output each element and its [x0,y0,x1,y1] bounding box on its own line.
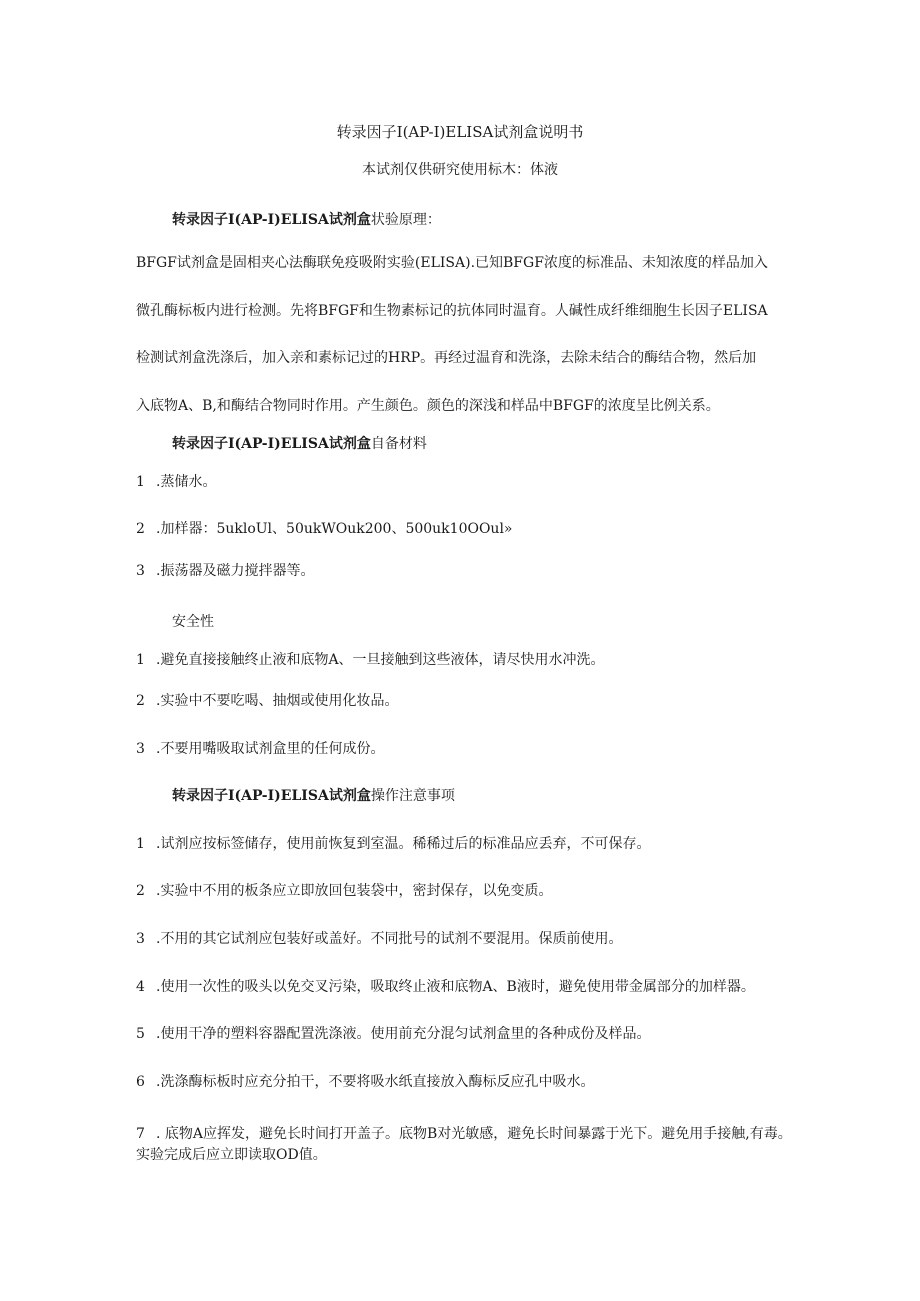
item-number: 3 [136,931,145,947]
principle-heading-prefix: 转录因子I(AP-I)ELISA试剂盒 [172,212,371,228]
principle-line: BFGF试剂盒是固相夹心法酶联免疫吸附实验(ELISA).已知BFGF浓度的标准品、未知浓度的样品加入 [136,255,768,271]
materials-heading-suffix: 自备材料 [370,436,427,452]
notes-item [136,1023,650,1043]
item-number: 2 [136,883,145,899]
notes-item [136,880,552,900]
item-number: 4 [136,979,145,995]
notes-heading [172,785,455,805]
item-text: .振荡器及磁力搅拌器等。 [156,563,315,579]
item-text: .加样器：5ukloUl、50ukWOuk200、500uk10OOul» [156,521,513,537]
notes-heading-suffix: 操作注意事项 [370,788,455,804]
item-number: 3 [136,741,145,757]
item-number: 3 [136,563,145,579]
safety-item [136,738,384,758]
notes-item [136,1071,594,1091]
item-text: .不用的其它试剂应包装好或盖好。不同批号的试剂不要混用。保质前使用。 [156,931,623,947]
principle-line: 检测试剂盒洗涤后，加入亲和素标记过的HRP。再经过温育和洗涤，去除未结合的酶结合物，然后加 [136,350,757,366]
materials-item [136,518,513,538]
item-text: .蒸储水。 [156,474,217,490]
item-text: .洗涤酶标板时应充分拍干，不要将吸水纸直接放入酶标反应孔中吸水。 [156,1074,595,1090]
item-text: .试剂应按标签储存，使用前恢复到室温。稀稀过后的标准品应丢弃，不可保存。 [156,836,651,852]
principle-heading-suffix: 状验原理： [370,212,441,228]
notes-item [136,833,650,853]
principle-line: 入底物A、B,和酶结合物同时作用。产生颜色。颜色的深浅和样品中BFGF的浓度呈比例关系。 [136,398,720,414]
item-number: 1 [136,474,145,490]
principle-line: 微孔酶标板内进行检测。先将BFGF和生物素标记的抗体同时温育。人碱性成纤维细胞生长因子ELISA [136,303,768,319]
item-number: 6 [136,1074,145,1090]
item-number: 5 [136,1026,145,1042]
notes-item [136,1124,796,1166]
notes-item [136,976,755,996]
item-text: .使用干净的塑料容器配置洗涤液。使用前充分混匀试剂盒里的各种成份及样品。 [156,1026,651,1042]
safety-item [136,649,605,669]
notes-heading-prefix: 转录因子I(AP-I)ELISA试剂盒 [172,788,371,804]
safety-heading: 安全性 [172,614,214,630]
item-number: 1 [136,652,145,668]
materials-heading-prefix: 转录因子I(AP-I)ELISA试剂盒 [172,436,371,452]
materials-item [136,560,314,580]
materials-item [136,471,216,491]
item-text: .避免直接接触终止液和底物A、一旦接触到这些液体，请尽快用水冲洗。 [156,652,605,668]
document-title: 转录因子I(AP-I)ELISA试剂盒说明书 [336,123,584,141]
item-text: .使用一次性的吸头以免交叉污染，吸取终止液和底物A、B液时，避免使用带金属部分的加样器。 [156,979,755,995]
item-text: .不要用嘴吸取试剂盒里的任何成份。 [156,741,385,757]
item-number: 2 [136,693,145,709]
item-text: . 底物A应挥发，避免长时间打开盖子。底物B对光敏感，避免长时间暴露于光下。避免用手接触,有毒。实验完成后应立即读取OD值。 [136,1126,792,1163]
principle-heading [172,209,441,229]
notes-item [136,928,622,948]
item-number: 7 [136,1126,145,1142]
document-subtitle: 本试剂仅供研究使用标木：体液 [362,162,558,178]
item-number: 1 [136,836,145,852]
item-text: .实验中不用的板条应立即放回包装袋中，密封保存，以免变质。 [156,883,553,899]
item-text: .实验中不要吃喝、抽烟或使用化妆品。 [156,693,399,709]
item-number: 2 [136,521,145,537]
safety-item [136,690,398,710]
materials-heading [172,433,427,453]
